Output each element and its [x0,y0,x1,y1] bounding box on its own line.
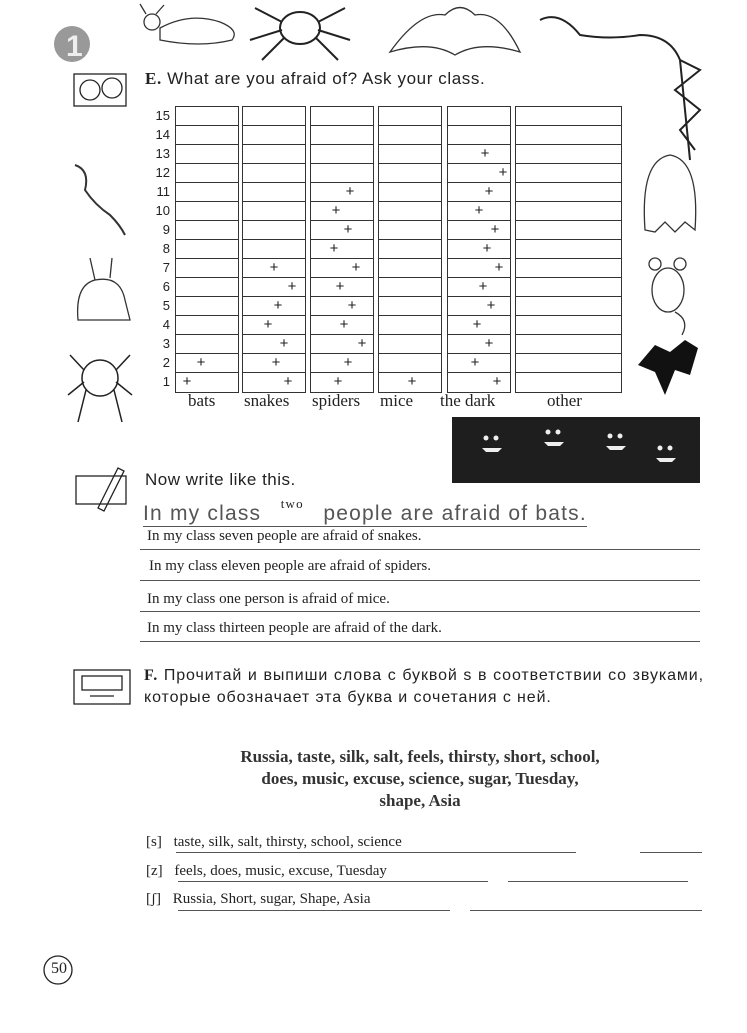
dark-faces-panel [452,417,700,483]
example-before: In my class [143,502,262,525]
tally-cell[interactable] [516,373,621,392]
phoneme-answer[interactable]: feels, does, music, excuse, Tuesday [174,863,387,879]
tally-mark: + [182,373,192,390]
tally-cell[interactable] [311,297,373,316]
tally-mark: + [329,240,339,257]
tally-cell[interactable] [448,297,510,316]
tally-cell[interactable] [379,297,441,316]
y-tick-label: 8 [162,241,170,256]
tally-cell[interactable] [311,164,373,183]
chart-column-snakes [242,106,306,393]
caterpillar-icon [140,4,234,44]
tally-cell[interactable] [311,240,373,259]
tally-cell[interactable] [516,240,621,259]
category-label: bats [188,391,216,410]
y-tick-label: 15 [155,108,170,123]
tally-cell[interactable] [379,354,441,373]
tally-mark: + [345,183,355,200]
phoneme-sh [146,891,370,908]
tally-cell[interactable] [176,278,238,297]
answer-line-4[interactable]: In my class thirteen people are afraid of the dark. [147,620,442,636]
writing-line [140,611,700,612]
tally-cell[interactable] [379,164,441,183]
tally-cell[interactable] [243,316,305,335]
y-tick-label: 3 [162,336,170,351]
tally-mark: + [472,316,482,333]
computer-icon [74,670,130,704]
tally-mark: + [333,373,343,390]
tally-cell[interactable] [243,221,305,240]
category-label: spiders [312,391,361,410]
tally-cell[interactable] [311,145,373,164]
phoneme-answer[interactable]: Russia, Short, sugar, Shape, Asia [172,891,371,907]
tally-cell[interactable] [379,145,441,164]
unit-badge [54,26,90,63]
y-tick-label: 5 [162,298,170,313]
tally-mark: + [486,297,496,314]
tally-mark: + [273,297,283,314]
tally-mark: + [335,278,345,295]
write-instruction: Now write like this. [145,470,296,489]
y-tick-label: 2 [162,355,170,370]
tally-cell[interactable] [311,259,373,278]
tally-cell[interactable] [379,335,441,354]
monster-icon [78,258,130,320]
tally-cell[interactable] [516,164,621,183]
tally-cell[interactable] [379,202,441,221]
tally-cell[interactable] [516,126,621,145]
tally-cell[interactable] [448,335,510,354]
y-tick-label: 11 [156,184,170,199]
unit-badge-number: 1 [66,30,83,63]
tally-mark: + [492,373,502,390]
writing-line [176,852,576,853]
tally-cell[interactable] [176,126,238,145]
tally-mark: + [478,278,488,295]
exercise-f-text: Прочитай и выпиши слова с буквой s в соответствии со звуками, которые обозначает эта буква и сочетания с ней. [144,667,704,706]
y-tick-label: 13 [155,146,170,161]
y-tick-label: 10 [155,203,170,218]
writing-line [178,910,450,911]
chart-column-mice [378,106,442,393]
tally-cell[interactable] [176,335,238,354]
tally-mark: + [271,354,281,371]
phoneme-answer[interactable]: taste, silk, salt, thirsty, school, science [173,834,402,850]
tally-cell[interactable] [448,107,510,126]
masks-icon [74,74,126,106]
writing-line [140,549,700,550]
tally-cell[interactable] [176,145,238,164]
phoneme-symbol: [ʃ] [146,891,161,907]
tally-cell[interactable] [311,183,373,202]
word-line: shape, Asia [379,791,461,810]
y-tick-label: 9 [162,222,170,237]
answer-line-1[interactable]: In my class seven people are afraid of snakes. [147,528,422,544]
tally-mark: + [498,164,508,181]
word-list [150,746,690,812]
tally-cell[interactable] [176,107,238,126]
y-tick-label: 12 [155,165,170,180]
tally-cell[interactable] [379,126,441,145]
y-tick-label: 4 [162,317,170,332]
tally-cell[interactable] [448,240,510,259]
tally-mark: + [482,240,492,257]
tally-cell[interactable] [516,316,621,335]
tally-cell[interactable] [448,126,510,145]
tally-cell[interactable] [448,183,510,202]
tally-mark: + [196,354,206,371]
spider-icon [250,8,350,60]
ghost-icon [644,155,695,232]
tally-cell[interactable] [176,240,238,259]
tally-mark: + [339,316,349,333]
exercise-instruction: What are you afraid of? Ask your class. [167,69,486,88]
tally-mark: + [343,354,353,371]
tally-cell[interactable] [243,240,305,259]
tally-mark: + [490,221,500,238]
category-label: other [547,391,582,410]
exercise-letter: F. [144,667,159,684]
tally-cell[interactable] [243,202,305,221]
tally-cell[interactable] [176,316,238,335]
word-line: Russia, taste, silk, salt, feels, thirsty, short, school, [240,747,600,766]
tally-mark: + [470,354,480,371]
example-number: two [280,496,304,511]
y-tick-label: 6 [162,279,170,294]
exercise-letter: E. [145,69,162,88]
black-bat-icon [638,340,698,395]
tally-mark: + [331,202,341,219]
tally-cell[interactable] [379,259,441,278]
answer-line-3[interactable]: In my class one person is afraid of mice. [147,591,390,607]
tally-mark: + [407,373,417,390]
tally-cell[interactable] [243,335,305,354]
tally-cell[interactable] [243,164,305,183]
writing-line [640,852,702,853]
answer-line-2[interactable]: In my class eleven people are afraid of spiders. [149,558,431,574]
tally-cell[interactable] [379,107,441,126]
tally-cell[interactable] [379,221,441,240]
tally-cell[interactable] [311,107,373,126]
y-tick-label: 1 [162,374,170,389]
tally-cell[interactable] [176,297,238,316]
tally-mark: + [474,202,484,219]
tally-cell[interactable] [243,145,305,164]
tally-mark: + [269,259,279,276]
worm-icon [75,165,125,235]
tally-cell[interactable] [379,240,441,259]
tally-cell[interactable] [243,183,305,202]
tally-cell[interactable] [516,259,621,278]
tally-mark: + [343,221,353,238]
tally-cell[interactable] [176,354,238,373]
tally-cell[interactable] [243,107,305,126]
tally-cell[interactable] [243,373,305,392]
exercise-e-heading [145,69,485,89]
exercise-f-instruction [144,665,704,709]
tally-cell[interactable] [311,126,373,145]
tally-cell[interactable] [176,164,238,183]
example-sentence [143,496,587,527]
phoneme-symbol: [z] [146,863,163,879]
tally-cell[interactable] [176,221,238,240]
phoneme-s [146,834,402,851]
category-label: the dark [440,391,496,410]
tally-cell[interactable] [379,316,441,335]
tally-mark: + [287,278,297,295]
tally-cell[interactable] [516,202,621,221]
example-after: people are afraid of bats. [323,502,587,525]
tally-mark: + [351,259,361,276]
y-tick-label: 14 [155,127,170,142]
phoneme-symbol: [s] [146,834,162,850]
tally-cell[interactable] [516,278,621,297]
tally-mark: + [279,335,289,352]
tally-cell[interactable] [516,145,621,164]
y-tick-label: 7 [162,260,170,275]
tally-mark: + [347,297,357,314]
tally-mark: + [480,145,490,162]
tally-cell[interactable] [516,354,621,373]
tally-cell[interactable] [176,202,238,221]
word-line: does, music, excuse, science, sugar, Tuesday, [261,769,579,788]
writing-line [508,881,688,882]
tally-cell[interactable] [516,335,621,354]
writing-line [470,910,702,911]
tally-cell[interactable] [176,183,238,202]
category-label: mice [380,391,414,410]
pencil-notebook-icon [76,468,126,511]
tally-cell[interactable] [379,278,441,297]
tally-cell[interactable] [176,259,238,278]
tally-mark: + [494,259,504,276]
tally-cell[interactable] [516,221,621,240]
writing-line [178,881,488,882]
tally-cell[interactable] [516,297,621,316]
tally-mark: + [484,183,494,200]
tally-cell[interactable] [311,202,373,221]
tally-mark: + [484,335,494,352]
bat-icon [390,8,520,56]
page-number: 50 [51,960,67,977]
writing-line [140,580,700,581]
chart-column-other [515,106,622,393]
tally-mark: + [263,316,273,333]
writing-line [140,641,700,642]
tally-cell[interactable] [516,183,621,202]
chart-column-bats [175,106,239,393]
tally-cell[interactable] [379,183,441,202]
scary-spider-icon [68,355,132,422]
tally-cell[interactable] [243,126,305,145]
phoneme-z [146,863,387,880]
category-label: snakes [244,391,290,410]
tally-mark: + [357,335,367,352]
tally-mark: + [283,373,293,390]
tally-cell[interactable] [516,107,621,126]
mouse-icon [649,258,686,335]
